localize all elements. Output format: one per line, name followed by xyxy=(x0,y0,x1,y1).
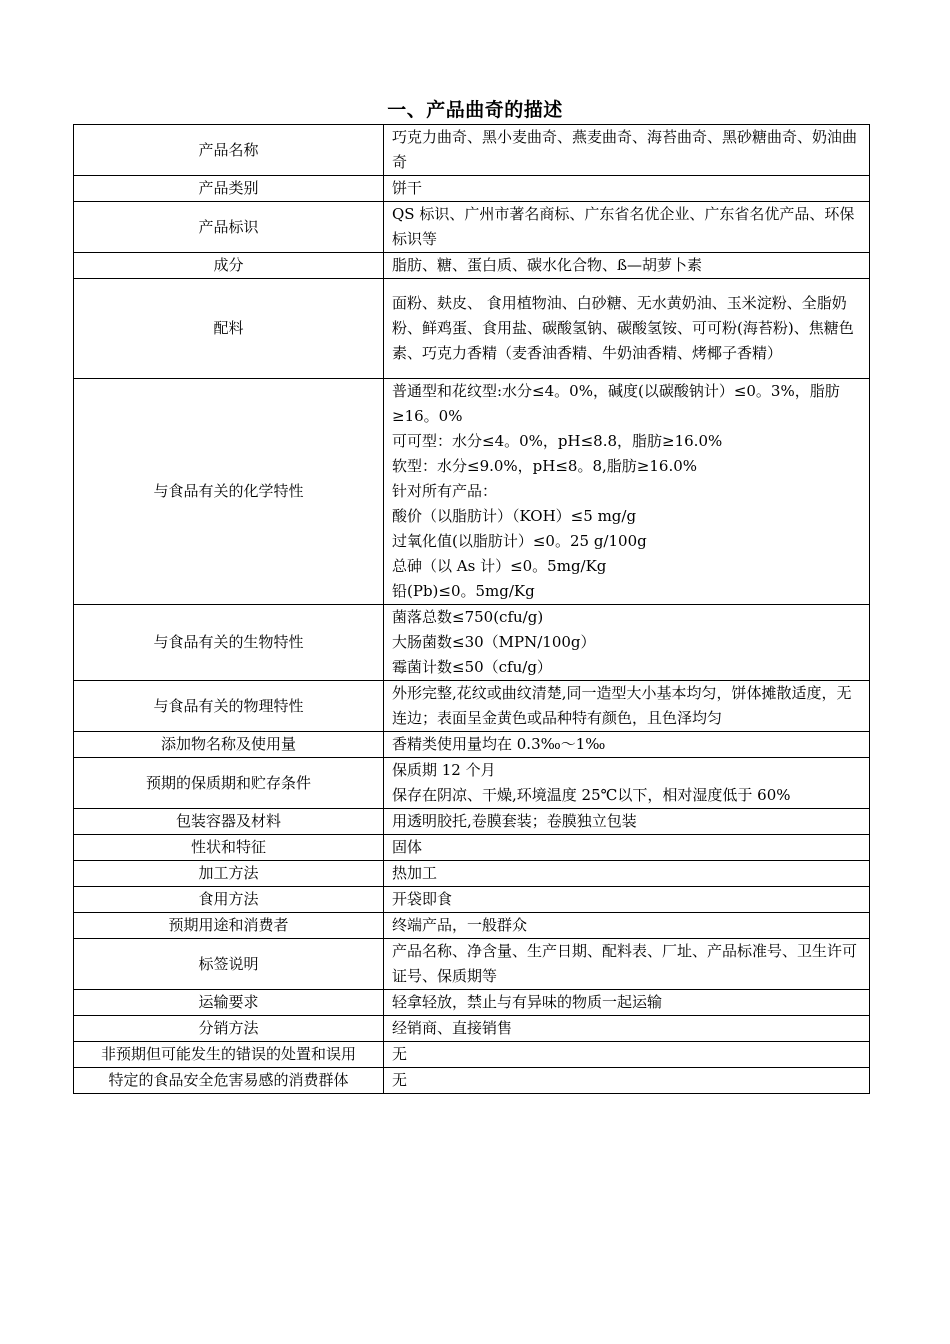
row-value: 无 xyxy=(384,1042,870,1068)
row-value: 香精类使用量均在 0.3‰～1‰ xyxy=(384,732,870,758)
row-value: QS 标识、广州市著名商标、广东省名优企业、广东省名优产品、环保标识等 xyxy=(384,202,870,253)
row-value: 菌落总数≤750(cfu/g) 大肠菌数≤30（MPN/100g） 霉菌计数≤50（cfu/g） xyxy=(384,605,870,681)
row-label: 运输要求 xyxy=(74,990,384,1016)
product-description-table xyxy=(73,124,870,1094)
table-row xyxy=(74,913,870,939)
row-value: 普通型和花纹型:水分≤4。0%，碱度(以碳酸钠计）≤0。3%，脂肪≥16。0% 可可型：水分≤4。0%，pH≤8.8，脂肪≥16.0% 软型：水分≤9.0%，pH≤8。8,脂肪≥16.0% 针对所有产品： 酸价（以脂肪计）（KOH）≤5 mg/g 过氧化值(以脂肪计）≤0。25 g/100g 总砷（以 As 计）≤0。5mg/Kg 铅(Pb)≤0。5mg/Kg xyxy=(384,379,870,605)
row-label: 包装容器及材料 xyxy=(74,809,384,835)
row-label: 预期用途和消费者 xyxy=(74,913,384,939)
row-value: 产品名称、净含量、生产日期、配料表、厂址、产品标准号、卫生许可证号、保质期等 xyxy=(384,939,870,990)
row-value: 轻拿轻放，禁止与有异味的物质一起运输 xyxy=(384,990,870,1016)
row-label: 标签说明 xyxy=(74,939,384,990)
table-row xyxy=(74,1042,870,1068)
table-row xyxy=(74,379,870,605)
row-label: 添加物名称及使用量 xyxy=(74,732,384,758)
row-label: 特定的食品安全危害易感的消费群体 xyxy=(74,1068,384,1094)
table-row xyxy=(74,939,870,990)
table-row xyxy=(74,835,870,861)
table-row xyxy=(74,125,870,176)
row-label: 成分 xyxy=(74,253,384,279)
table-row xyxy=(74,861,870,887)
table-row xyxy=(74,681,870,732)
table-row xyxy=(74,990,870,1016)
row-label: 性状和特征 xyxy=(74,835,384,861)
row-value: 面粉、麸皮、 食用植物油、白砂糖、无水黄奶油、玉米淀粉、全脂奶粉、鲜鸡蛋、食用盐、碳酸氢钠、碳酸氢铵、可可粉(海苔粉)、焦糖色素、巧克力香精（麦香油香精、牛奶油香精、烤椰子香精） xyxy=(384,279,870,379)
row-label: 分销方法 xyxy=(74,1016,384,1042)
row-label: 食用方法 xyxy=(74,887,384,913)
row-value: 外形完整,花纹或曲纹清楚,同一造型大小基本均匀，饼体摊散适度，无连边；表面呈金黄色或品种特有颜色，且色泽均匀 xyxy=(384,681,870,732)
row-label: 产品名称 xyxy=(74,125,384,176)
row-label: 预期的保质期和贮存条件 xyxy=(74,758,384,809)
row-label: 非预期但可能发生的错误的处置和误用 xyxy=(74,1042,384,1068)
row-label: 产品标识 xyxy=(74,202,384,253)
table-row xyxy=(74,887,870,913)
table-row xyxy=(74,809,870,835)
row-label: 配料 xyxy=(74,279,384,379)
table-row xyxy=(74,1016,870,1042)
row-value: 保质期 12 个月 保存在阴凉、干燥,环境温度 25℃以下，相对湿度低于 60% xyxy=(384,758,870,809)
row-label: 与食品有关的化学特性 xyxy=(74,379,384,605)
table-row xyxy=(74,176,870,202)
row-value: 用透明胶托,卷膜套装；卷膜独立包装 xyxy=(384,809,870,835)
table-row xyxy=(74,1068,870,1094)
table-row xyxy=(74,758,870,809)
row-value: 经销商、直接销售 xyxy=(384,1016,870,1042)
row-value: 巧克力曲奇、黑小麦曲奇、燕麦曲奇、海苔曲奇、黑砂糖曲奇、奶油曲奇 xyxy=(384,125,870,176)
row-value: 开袋即食 xyxy=(384,887,870,913)
table-row xyxy=(74,605,870,681)
row-value: 无 xyxy=(384,1068,870,1094)
row-label: 与食品有关的物理特性 xyxy=(74,681,384,732)
row-value: 终端产品，一般群众 xyxy=(384,913,870,939)
row-value: 热加工 xyxy=(384,861,870,887)
table-row xyxy=(74,253,870,279)
table-row xyxy=(74,279,870,379)
row-value: 饼干 xyxy=(384,176,870,202)
row-value: 脂肪、糖、蛋白质、碳水化合物、ß—胡萝卜素 xyxy=(384,253,870,279)
row-label: 产品类别 xyxy=(74,176,384,202)
row-label: 与食品有关的生物特性 xyxy=(74,605,384,681)
row-value: 固体 xyxy=(384,835,870,861)
table-row xyxy=(74,202,870,253)
page-title: 一、产品曲奇的描述 xyxy=(387,99,563,121)
row-label: 加工方法 xyxy=(74,861,384,887)
table-row xyxy=(74,732,870,758)
